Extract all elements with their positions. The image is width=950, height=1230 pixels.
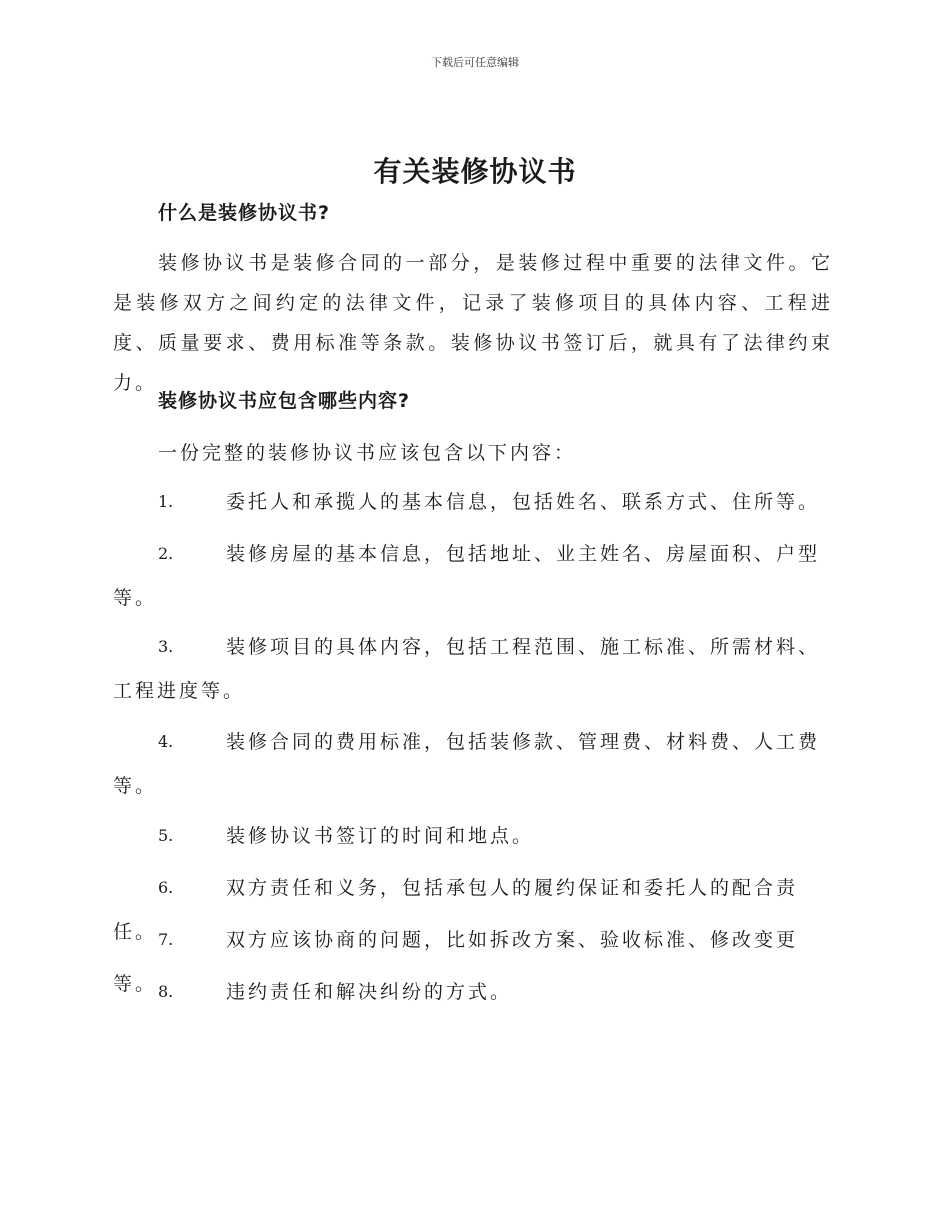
list-item-text: 双方责任和义务，包括承包人的履约保证和委托人的配合责任。	[113, 877, 799, 943]
list-item-number: 8.	[158, 982, 174, 1001]
list-item-number: 5.	[158, 826, 174, 845]
section-heading-contents: 装修协议书应包含哪些内容?	[158, 390, 411, 412]
list-item	[113, 480, 833, 524]
list-item-text: 双方应该协商的问题，比如拆改方案、验收标准、修改变更等。	[113, 929, 799, 995]
list-item-text: 装修房屋的基本信息，包括地址、业主姓名、房屋面积、户型等。	[113, 543, 821, 609]
list-item-number: 2.	[158, 544, 174, 563]
list-item	[113, 720, 833, 808]
list-item	[113, 625, 833, 713]
header-note: 下载后可任意编辑	[431, 56, 519, 69]
list-item-number: 4.	[158, 732, 174, 751]
list-item	[113, 970, 833, 1014]
section-heading-what-is: 什么是装修协议书?	[158, 202, 331, 224]
list-item-number: 7.	[158, 930, 174, 949]
list-item-text: 装修协议书签订的时间和地点。	[226, 825, 535, 847]
document-title: 有关装修协议书	[373, 155, 577, 188]
list-item-text: 装修合同的费用标准，包括装修款、管理费、材料费、人工费等。	[113, 731, 821, 797]
list-item-text: 委托人和承揽人的基本信息，包括姓名、联系方式、住所等。	[226, 491, 821, 513]
list-item-number: 6.	[158, 878, 174, 897]
list-item-number: 3.	[158, 637, 174, 656]
section-paragraph-definition: 装修协议书是装修合同的一部分，是装修过程中重要的法律文件。它是装修双方之间约定的法律文件，记录了装修项目的具体内容、工程进度、质量要求、费用标准等条款。装修协议书签订后，就具有了法律约束力。	[113, 252, 833, 394]
list-item-text: 装修项目的具体内容，包括工程范围、施工标准、所需材料、工程进度等。	[113, 636, 821, 702]
list-item	[113, 814, 833, 858]
list-item-number: 1.	[158, 492, 174, 511]
list-item-text: 违约责任和解决纠纷的方式。	[226, 981, 513, 1003]
list-item	[113, 532, 833, 620]
list-intro: 一份完整的装修协议书应该包含以下内容：	[158, 442, 577, 464]
